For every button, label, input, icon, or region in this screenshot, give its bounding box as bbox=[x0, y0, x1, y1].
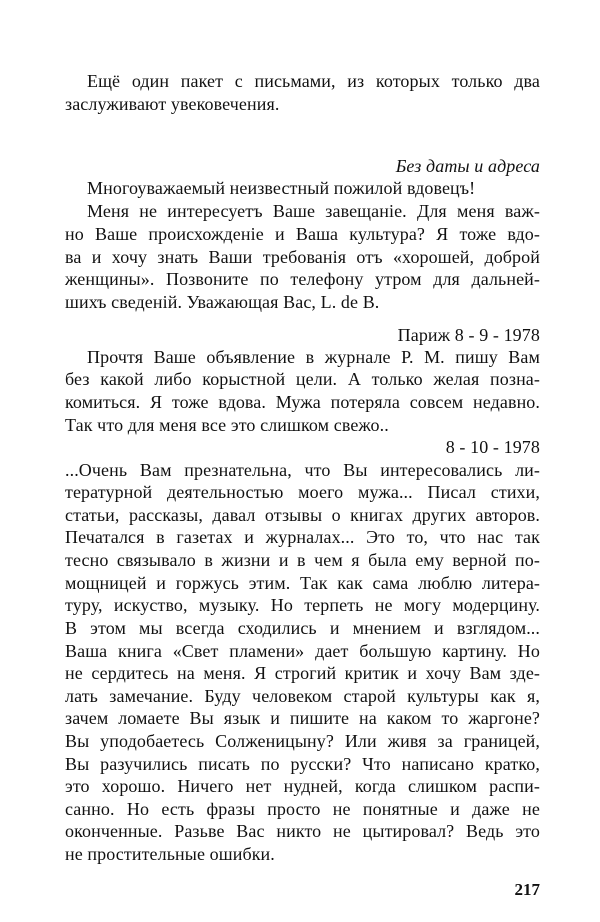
letter2-continued-line: не сердитесь на меня. Я строгий критик и хочу Вам зде- bbox=[65, 663, 540, 683]
letter2-continued-line: туру, искуство, музыку. Но терпеть не могу модерцину. bbox=[65, 595, 540, 615]
letter1-dateline: Без даты и адреса bbox=[395, 156, 540, 176]
letter2-continued-line: это хорошо. Ничего нет нудней, когда слишком распи- bbox=[65, 776, 540, 796]
letter2-continued-line: Ваша книга «Свет пламени» дает большую картину. Но bbox=[65, 641, 540, 661]
letter1-line: шихъ сведеній. Уважающая Вас, L. de B. bbox=[65, 292, 380, 312]
letter2-continued-line: тературной деятельностью моего мужа... Писал стихи, bbox=[65, 482, 540, 502]
letter2-continued-line: Печатался в газетах и журналах... Это то, что нас так bbox=[65, 527, 540, 547]
letter2-line: без какой либо корыстной цели. А только желая позна- bbox=[65, 369, 540, 389]
letter2-continued-line: оконченные. Разьве Вас никто не цытировал? Ведь это bbox=[65, 821, 540, 841]
letter2-continued-line: В этом мы всегда сходились и мнением и взглядом... bbox=[65, 618, 540, 638]
letter2-dateline-2: 8 - 10 - 1978 bbox=[445, 437, 540, 457]
letter2-continued-line: статьи, рассказы, давал отзывы о книгах других авторов. bbox=[65, 505, 540, 525]
letter2-continued-line: Вы разучились писать по русски? Что написано кратко, bbox=[65, 754, 540, 774]
letter2-continued-line: зачем ломаете Вы язык и пишите на каком то жаргоне? bbox=[65, 708, 540, 728]
letter2-line: комиться. Я тоже вдова. Мужа потеряла совсем недавно. bbox=[65, 392, 540, 412]
letter2-continued-line: мощницей и горжусь этим. Так как сама люблю литера- bbox=[65, 573, 540, 593]
letter2-continued-line: Вы уподобаетесь Солженицыну? Или живя за границей, bbox=[65, 731, 540, 751]
letter2-continued-line: санно. Но есть фразы просто не понятные и даже не bbox=[65, 799, 540, 819]
letter1-salutation: Многоуважаемый неизвестный пожилой вдовецъ! bbox=[87, 178, 476, 198]
intro-line-1: Ещё один пакет с письмами, из которых только два bbox=[87, 71, 540, 91]
letter2-dateline: Париж 8 - 9 - 1978 bbox=[397, 325, 540, 345]
letter1-line: Меня не интересуетъ Ваше завещаніе. Для меня важ- bbox=[87, 201, 540, 221]
letter2-continued-line: лать замечание. Буду человеком старой культуры как я, bbox=[65, 686, 540, 706]
page-number: 217 bbox=[514, 880, 540, 899]
letter2-continued-line: тесно связывало в жизни и в чем я была ему верной по- bbox=[65, 550, 540, 570]
letter2-line: Так что для меня все это слишком свежо.. bbox=[65, 415, 389, 435]
letter1-line: женщины». Позвоните по телефону утром для дальней- bbox=[65, 269, 540, 289]
letter2-line: Прочтя Ваше объявление в журнале Р. М. пишу Вам bbox=[87, 347, 540, 367]
intro-line-2: заслуживают увековечения. bbox=[65, 94, 280, 114]
letter1-line: ва и хочу знать Ваши требованія отъ «хорошей, доброй bbox=[65, 247, 540, 267]
letter2-continued-line: не простительные ошибки. bbox=[65, 844, 275, 864]
letter1-line: но Ваше происхожденіе и Ваша культура? Я тоже вдо- bbox=[65, 224, 540, 244]
letter2-continued-line: ...Очень Вам презнательна, что Вы интересовались ли- bbox=[65, 460, 540, 480]
